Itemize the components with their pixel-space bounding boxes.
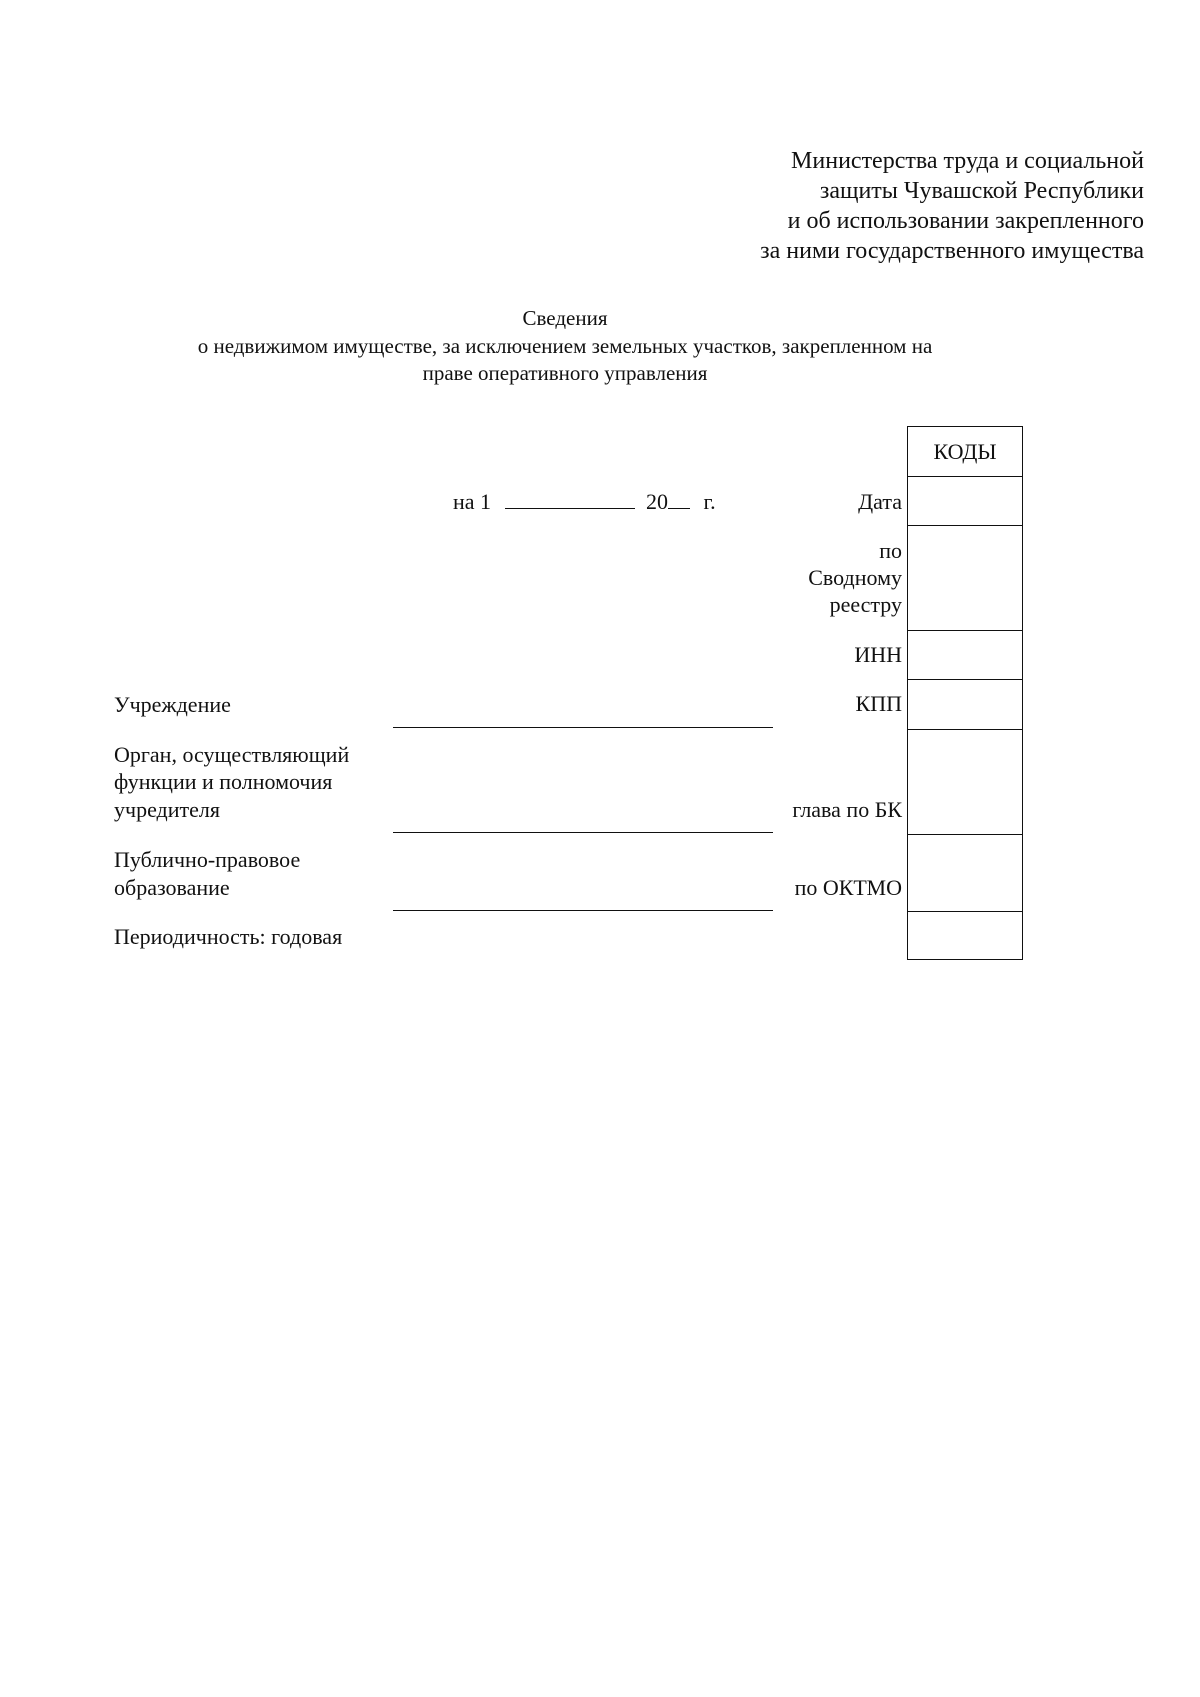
document-heading: Сведения xyxy=(522,306,608,330)
header-line-2: защиты Чувашской Республики xyxy=(819,178,1144,204)
codes-oktmo-label: по ОКТМО xyxy=(794,875,902,900)
codes-row-divider xyxy=(908,476,1022,477)
codes-row-divider xyxy=(908,911,1022,912)
codes-registry-label-3: реестру xyxy=(829,592,902,617)
codes-bk-label: глава по БК xyxy=(792,797,902,822)
codes-row-divider xyxy=(908,679,1022,680)
codes-row-divider xyxy=(908,630,1022,631)
document-subtitle-line-1: о недвижимом имуществе, за исключением земельных участков, закрепленном на xyxy=(197,334,933,358)
codes-header: КОДЫ xyxy=(933,439,997,464)
codes-registry-label-2: Сводному xyxy=(808,565,902,590)
codes-inn-label: ИНН xyxy=(854,642,902,667)
institution-field[interactable] xyxy=(393,727,773,728)
founder-label-2: функции и полномочия xyxy=(114,769,333,794)
day-month-blank[interactable] xyxy=(505,488,635,509)
header-line-4: за ними государственного имущества xyxy=(760,238,1144,264)
codes-date-label: Дата xyxy=(858,489,902,514)
public-entity-label-1: Публично-правовое xyxy=(114,847,301,872)
codes-kpp-label: КПП xyxy=(855,691,902,716)
document-subtitle-line-2: праве оперативного управления xyxy=(422,361,708,385)
founder-field[interactable] xyxy=(393,832,773,833)
header-line-1: Министерства труда и социальной xyxy=(791,148,1144,174)
year-blank[interactable] xyxy=(668,488,690,509)
codes-registry-label-1: по xyxy=(879,538,902,563)
report-date-line xyxy=(453,488,716,515)
codes-row-divider xyxy=(908,729,1022,730)
public-entity-field[interactable] xyxy=(393,910,773,911)
codes-row-divider xyxy=(908,525,1022,526)
public-entity-label-2: образование xyxy=(114,875,230,900)
founder-label-3: учредителя xyxy=(114,797,220,822)
date-prefix: на 1 xyxy=(453,489,492,514)
codes-row-divider xyxy=(908,834,1022,835)
year-prefix: 20 xyxy=(646,489,669,514)
year-suffix: г. xyxy=(703,489,716,514)
institution-label: Учреждение xyxy=(114,692,231,717)
periodicity-label: Периодичность: годовая xyxy=(114,924,343,949)
header-line-3: и об использовании закрепленного xyxy=(787,208,1144,234)
codes-table xyxy=(907,426,1023,960)
founder-label-1: Орган, осуществляющий xyxy=(114,742,350,767)
